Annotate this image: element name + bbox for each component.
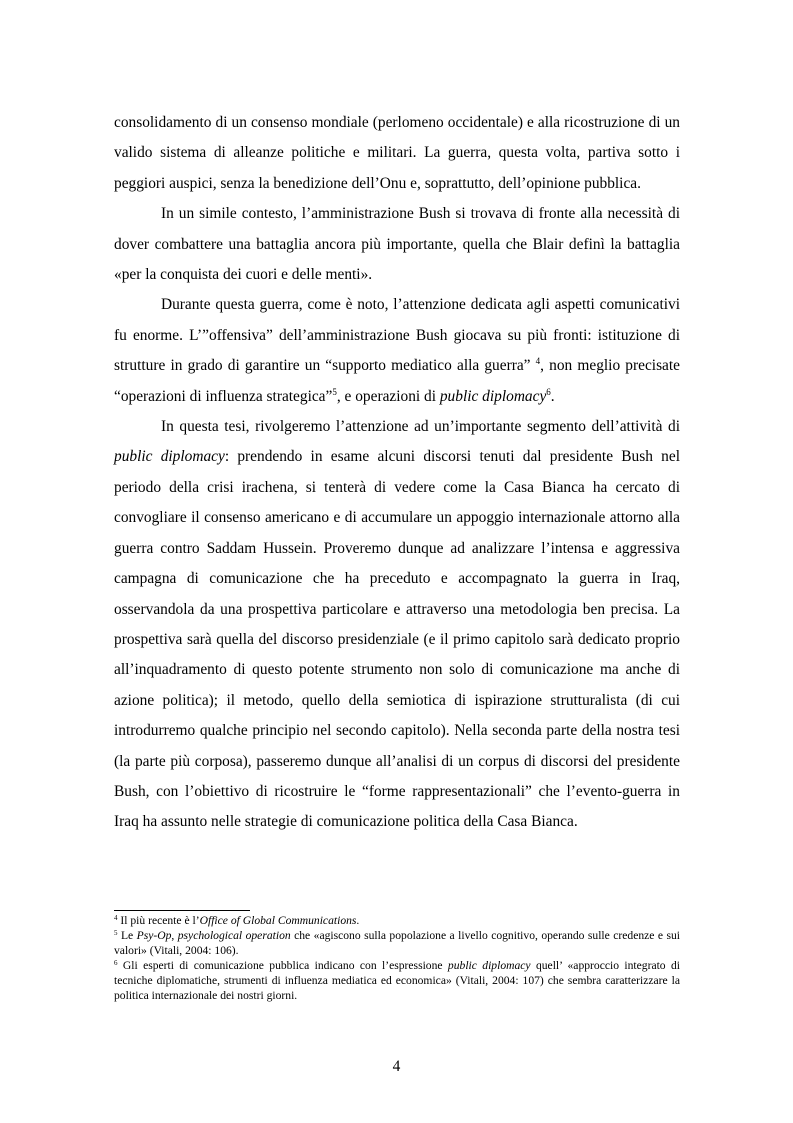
footnote-text: . xyxy=(356,914,360,927)
paragraph-4 xyxy=(114,412,680,838)
paragraph-1 xyxy=(114,108,680,199)
footnote-text: quell’ «approccio integrato di tecniche diplomatiche, strumenti di influenza mediatica ed economica» (Vitali, 2004: 107) che sembra caratterizzare la politica internazionale dei nostri giorni. xyxy=(114,959,680,1002)
paragraph-3 xyxy=(114,290,680,412)
body-text xyxy=(114,108,680,838)
footnote-text: che «agiscono sulla popolazione a livello cognitivo, operando sulle credenze e sui valori» (Vitali, 2004: 106). xyxy=(114,929,680,957)
footnote-6 xyxy=(114,958,680,1003)
paragraph-1-line-2: un valido sistema di alleanze politiche e militari. La guerra, questa volta, partiva sotto i xyxy=(114,114,680,162)
paragraph-4-text-2: : prendendo in esame alcuni discorsi tenuti dal presidente Bush nel periodo della crisi irachena, si tenterà di vedere come la Casa Bianca ha cercato di convogliare il consenso americano e di accumulare un appoggio internazionale attorno alla guerra contro Saddam Hussein. Proveremo dunque ad analizzare l’intensa e aggressiva campagna di comunicazione che ha preceduto e accompagnato la guerra in Iraq, osservandola da una prospettiva particolare e attraverso una metodologia ben precisa. La prospettiva sarà quella del discorso presidenziale (e il primo capitolo sarà dedicato proprio all’inquadramento di questo potente strumento non solo di comunicazione ma anche di azione politica); il metodo, quello della semiotica di ispirazione strutturalista (di cui introdurremo qualche principio nel secondo capitolo). Nella seconda parte della nostra tesi (la parte più corposa), passeremo dunque all’analisi di un corpus di discorsi del presidente Bush, con l’obiettivo di ricostruire le “forme rappresentazionali” che l’evento-guerra in Iraq ha assunto nelle strategie di comunicazione politica della Casa Bianca. xyxy=(114,448,680,831)
paragraph-2-line-1: In un simile contesto, l’amministrazione Bush si trovava di fronte alla necessità xyxy=(161,205,669,223)
paragraph-2 xyxy=(114,199,680,290)
footnote-5 xyxy=(114,928,680,958)
footnote-ref-4: 4 xyxy=(535,356,541,367)
footnote-ref-5: 5 xyxy=(332,386,337,397)
footnote-italic: psychological operation xyxy=(177,929,291,942)
paragraph-3-italic-term: public diplomacy xyxy=(439,387,547,405)
footnote-text: Il più recente è l’ xyxy=(117,914,200,927)
paragraph-4-italic-term: public diplomacy xyxy=(114,448,225,466)
footnote-number: 5 xyxy=(114,929,118,937)
footnote-separator xyxy=(114,910,250,911)
paragraph-3-text-3: , e operazioni di xyxy=(336,387,440,405)
footnote-number: 6 xyxy=(114,959,118,967)
footnote-italic: public diplomacy xyxy=(447,959,531,972)
footnote-text: Le xyxy=(117,929,137,942)
footnote-text: Gli esperti di comunicazione pubblica indicano con l’espressione xyxy=(117,959,448,972)
footnote-italic: Psy-Op xyxy=(136,929,172,942)
paragraph-3-text-4: . xyxy=(550,387,555,405)
paragraph-1-line-1: consolidamento di un consenso mondiale (perlomeno occidentale) e alla ricostruzione di xyxy=(114,114,665,131)
paragraph-1-line-3: peggiori auspici, senza la benedizione dell’Onu e, soprattutto, dell’opinione pubblica. xyxy=(114,174,641,192)
footnote-text: , xyxy=(171,929,178,942)
footnote-number: 4 xyxy=(114,914,118,922)
footnote-ref-6: 6 xyxy=(546,386,551,397)
paragraph-3-text-2: , non meglio precisate “operazioni di influenza strategica” xyxy=(114,357,680,405)
footnotes xyxy=(114,913,680,1003)
paragraph-3-text-1: Durante questa guerra, come è noto, l’attenzione dedicata agli aspetti comunicativi fu enorme. L’”offensiva” dell’amministrazione Bush giocava su più fronti: istituzione di strutture in grado di garantire un “supporto mediatico alla guerra” xyxy=(114,296,680,375)
page-number: 4 xyxy=(392,1058,401,1075)
paragraph-4-text-1: In questa tesi, rivolgeremo l’attenzione ad un’importante segmento dell’attività di xyxy=(161,418,680,436)
footnote-italic: Office of Global Communications xyxy=(199,914,357,927)
paragraph-2-line-2: di dover combattere una battaglia ancora più importante, quella che Blair definì la xyxy=(114,205,680,253)
paragraph-2-line-3: battaglia «per la conquista dei cuori e delle menti». xyxy=(114,235,680,284)
footnote-4 xyxy=(114,913,680,928)
